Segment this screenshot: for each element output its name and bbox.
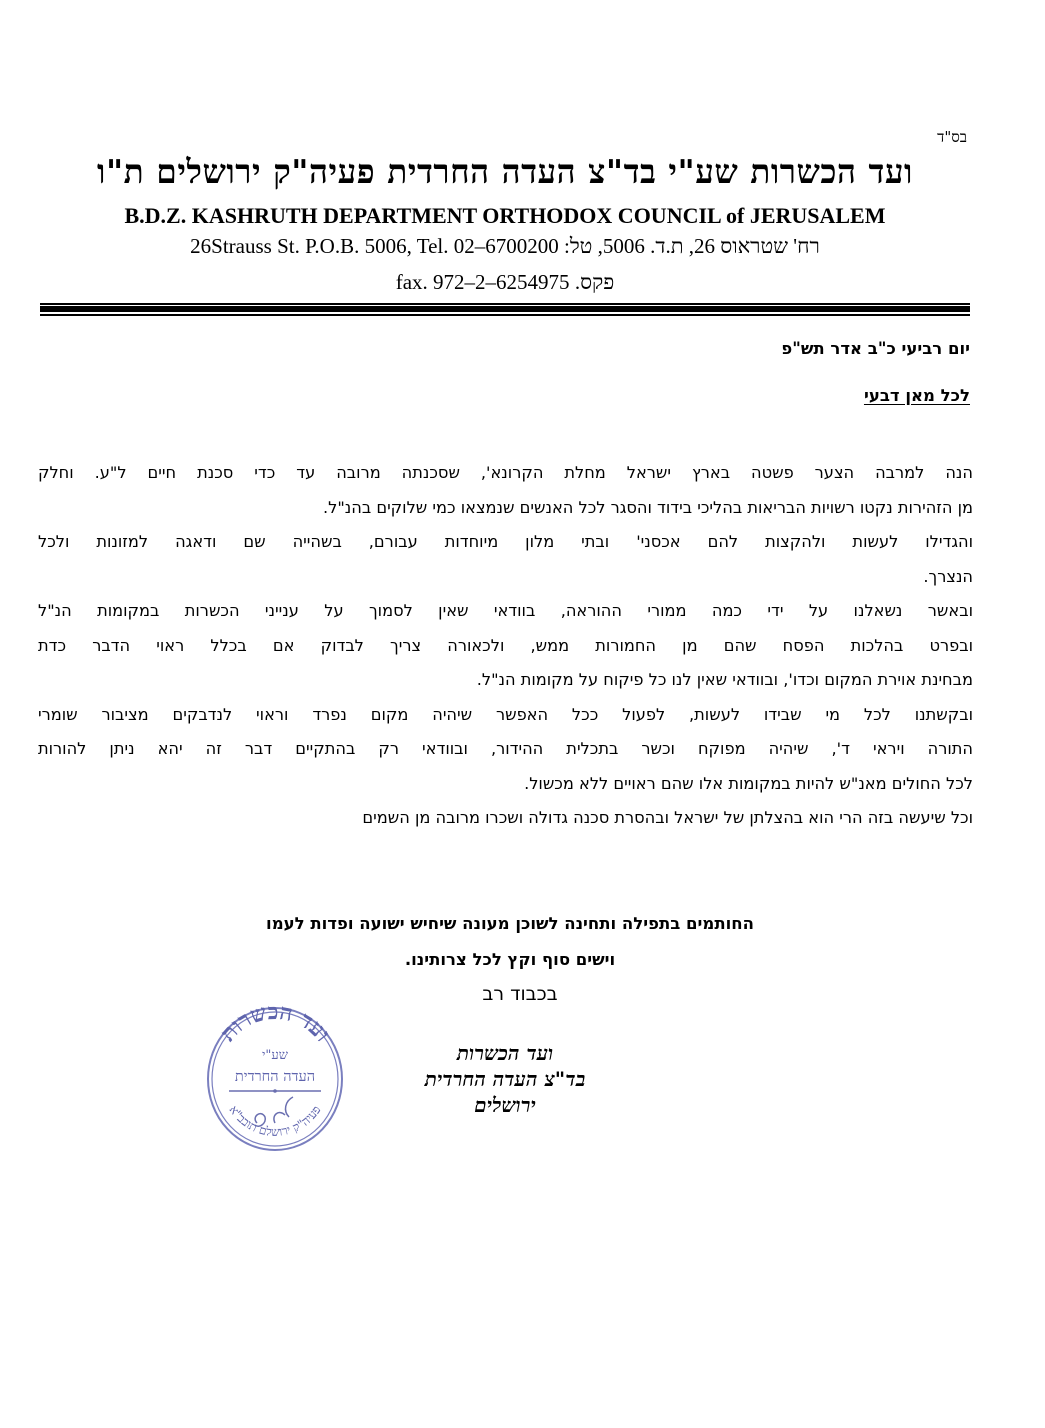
body-line: הנצרך.	[923, 566, 973, 586]
body-line: ובפרט בהלכות הפסח שהם מן החמורות ממש, ולכאורה צריך לבדוק אם בכלל ראוי הדבר כדת	[38, 635, 973, 655]
letter-body	[38, 456, 973, 836]
fax-english: fax. 972–2–6254975	[395, 270, 570, 294]
body-line: וכל שיעשה בזה הרי הוא בהצלתן של ישראל ובהסרת סכנה גדולה ושכרו מרובה מן השמים	[362, 808, 973, 827]
fax-line	[40, 270, 970, 295]
body-line: לכל החולים מאנ"ש להיות במקומות אלו שהם ראויים ללא מכשול.	[524, 773, 973, 793]
body-line: מן הזהירות נקטו רשויות הבריאות בהליכי בידוד והסגר לכל האנשים שנמצאו כמי שלוקים בהנ"ל.	[322, 497, 973, 517]
stamp-seal-icon	[205, 1005, 345, 1153]
header-rule-top	[40, 303, 970, 305]
signature-line: ועד הכשרות	[456, 1041, 554, 1065]
bsd-header: בס"ד	[937, 128, 967, 146]
signature-line: בד"צ העדה החרדית	[424, 1067, 586, 1091]
body-line: והגדילו לעשות ולהקצות להם אכסני' ובתי מלון מיוחדות עבורם, בשהייה שם ודאגה למזונות ולכל	[38, 532, 973, 551]
closing-blessing	[180, 906, 840, 978]
body-line: מבחינת אוירת המקום וכדו', ובוודאי שאין לנו כל פיקוח על מקומות הנ"ל.	[476, 670, 973, 689]
salutation: לכל מאן דבעי	[863, 386, 970, 405]
fax-hebrew: פקס.	[574, 270, 615, 294]
org-name-hebrew: ועד הכשרות שע"י בד"צ העדה החרדית פעיה"ק ירושלים ת"ו	[97, 152, 913, 191]
body-line: ובאשר נשאלנו על ידי כמה ממורי ההוראה, בוודאי שאין לסמוך על ענייני הכשרות במקומות הנ"ל	[38, 601, 973, 620]
address-hebrew: רח' שטראוס 26, ת.ד. 5006, טל:	[564, 234, 820, 258]
svg-text:העדה החרדית: העדה החרדית	[234, 1069, 316, 1085]
address-english: 26Strauss St. P.O.B. 5006, Tel. 02–6700200	[190, 234, 559, 258]
signature-block	[385, 1040, 625, 1118]
body-line: ובקשתנו לכל מי שבידו לעשות, לפעול ככל האפשר שיהיה מקום נפרד וראוי לנדבקים מציבור שומרי	[38, 704, 973, 724]
org-name-english: B.D.Z. KASHRUTH DEPARTMENT ORTHODOX COUNCIL of JERUSALEM	[124, 203, 886, 228]
official-stamp	[205, 1005, 345, 1153]
closing-line: וישים סוף וקץ לכל צרותינו.	[404, 950, 616, 969]
letter-date: יום רביעי כ"ב אדר תש"פ	[781, 339, 970, 358]
header-rule-bottom	[40, 314, 970, 316]
signature-line: ירושלים	[474, 1093, 536, 1117]
regards: בכבוד רב	[482, 983, 558, 1005]
address-line	[40, 234, 970, 259]
body-line: הנה למרבה הצער פשטה בארץ ישראל מחלת הקרונא', שסכנתה מרובה עד כדי סכנת חיים ל"ע. וחלק	[38, 463, 973, 482]
svg-text:ועד הכשרות: ועד הכשרות	[215, 1005, 336, 1047]
header-rule-thick	[40, 306, 970, 312]
svg-text:פעיה"ק ירושלם תובב"א: פעיה"ק ירושלם תובב"א	[226, 1103, 324, 1139]
svg-text:שע"י: שע"י	[262, 1048, 288, 1063]
body-line: התורה ויראי ד', שיהיה מפוקח וכשר בתכלית ההידור, ובוודאי רק בהתקיים דבר זה יהא ניתן להורות	[38, 739, 973, 758]
closing-line: החותמים בתפילה ותחינה לשוכן מעונה שיחיש ישועה ופדות לעמו	[266, 914, 754, 933]
